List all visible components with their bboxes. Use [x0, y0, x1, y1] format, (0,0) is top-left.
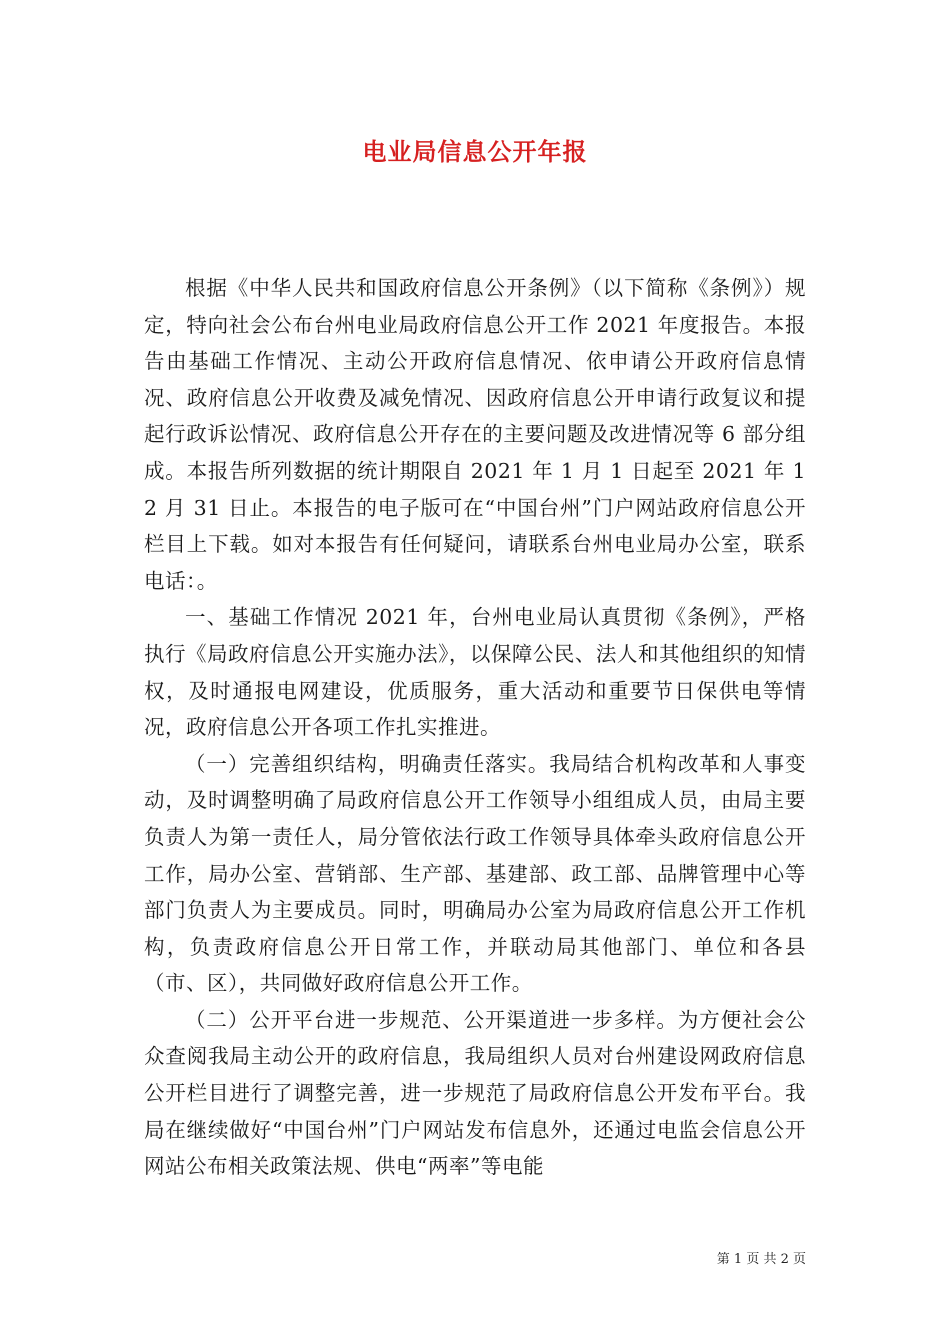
- paragraph-intro: 根据《中华人民共和国政府信息公开条例》（以下简称《条例》）规定，特向社会公布台州电业局政府信息公开工作 2021 年度报告。本报告由基础工作情况、主动公开政府信息情况、依申请公开政府信息情况、政府信息公开收费及减免情况、因政府信息公开申请行政复议和提起行政诉讼情况、政府信息公开存在的主要问题及改进情况等 6 部分组成。本报告所列数据的统计期限自 2021 年 1 月 1 日起至 2021 年 12 月 31 日止。本报告的电子版可在“中国台州”门户网站政府信息公开栏目上下载。如对本报告有任何疑问，请联系台州电业局办公室，联系电话：。: [144, 276, 806, 593]
- paragraph-subsection-1: （一）完善组织结构，明确责任落实。我局结合机构改革和人事变动，及时调整明确了局政府信息公开工作领导小组组成人员，由局主要负责人为第一责任人，局分管依法行政工作领导具体牵头政府信息公开工作，局办公室、营销部、生产部、基建部、政工部、品牌管理中心等部门负责人为主要成员。同时，明确局办公室为局政府信息公开工作机构，负责政府信息公开日常工作，并联动局其他部门、单位和各县（市、区），共同做好政府信息公开工作。: [144, 751, 806, 996]
- page-title: 电业局信息公开年报: [362, 138, 588, 166]
- document-body: [144, 270, 806, 1185]
- paragraph-subsection-2: （二）公开平台进一步规范、公开渠道进一步多样。为方便社会公众查阅我局主动公开的政府信息，我局组织人员对台州建设网政府信息公开栏目进行了调整完善，进一步规范了局政府信息公开发布平台。我局在继续做好“中国台州”门户网站发布信息外，还通过电监会信息公开网站公布相关政策法规、供电“两率”等电能: [144, 1007, 806, 1179]
- page-number-footer: 第 1 页 共 2 页: [716, 1252, 806, 1267]
- paragraph-section-1: 一、基础工作情况 2021 年，台州电业局认真贯彻《条例》，严格执行《局政府信息公开实施办法》，以保障公民、法人和其他组织的知情权，及时通报电网建设，优质服务，重大活动和重要节日保供电等情况，政府信息公开各项工作扎实推进。: [144, 605, 806, 740]
